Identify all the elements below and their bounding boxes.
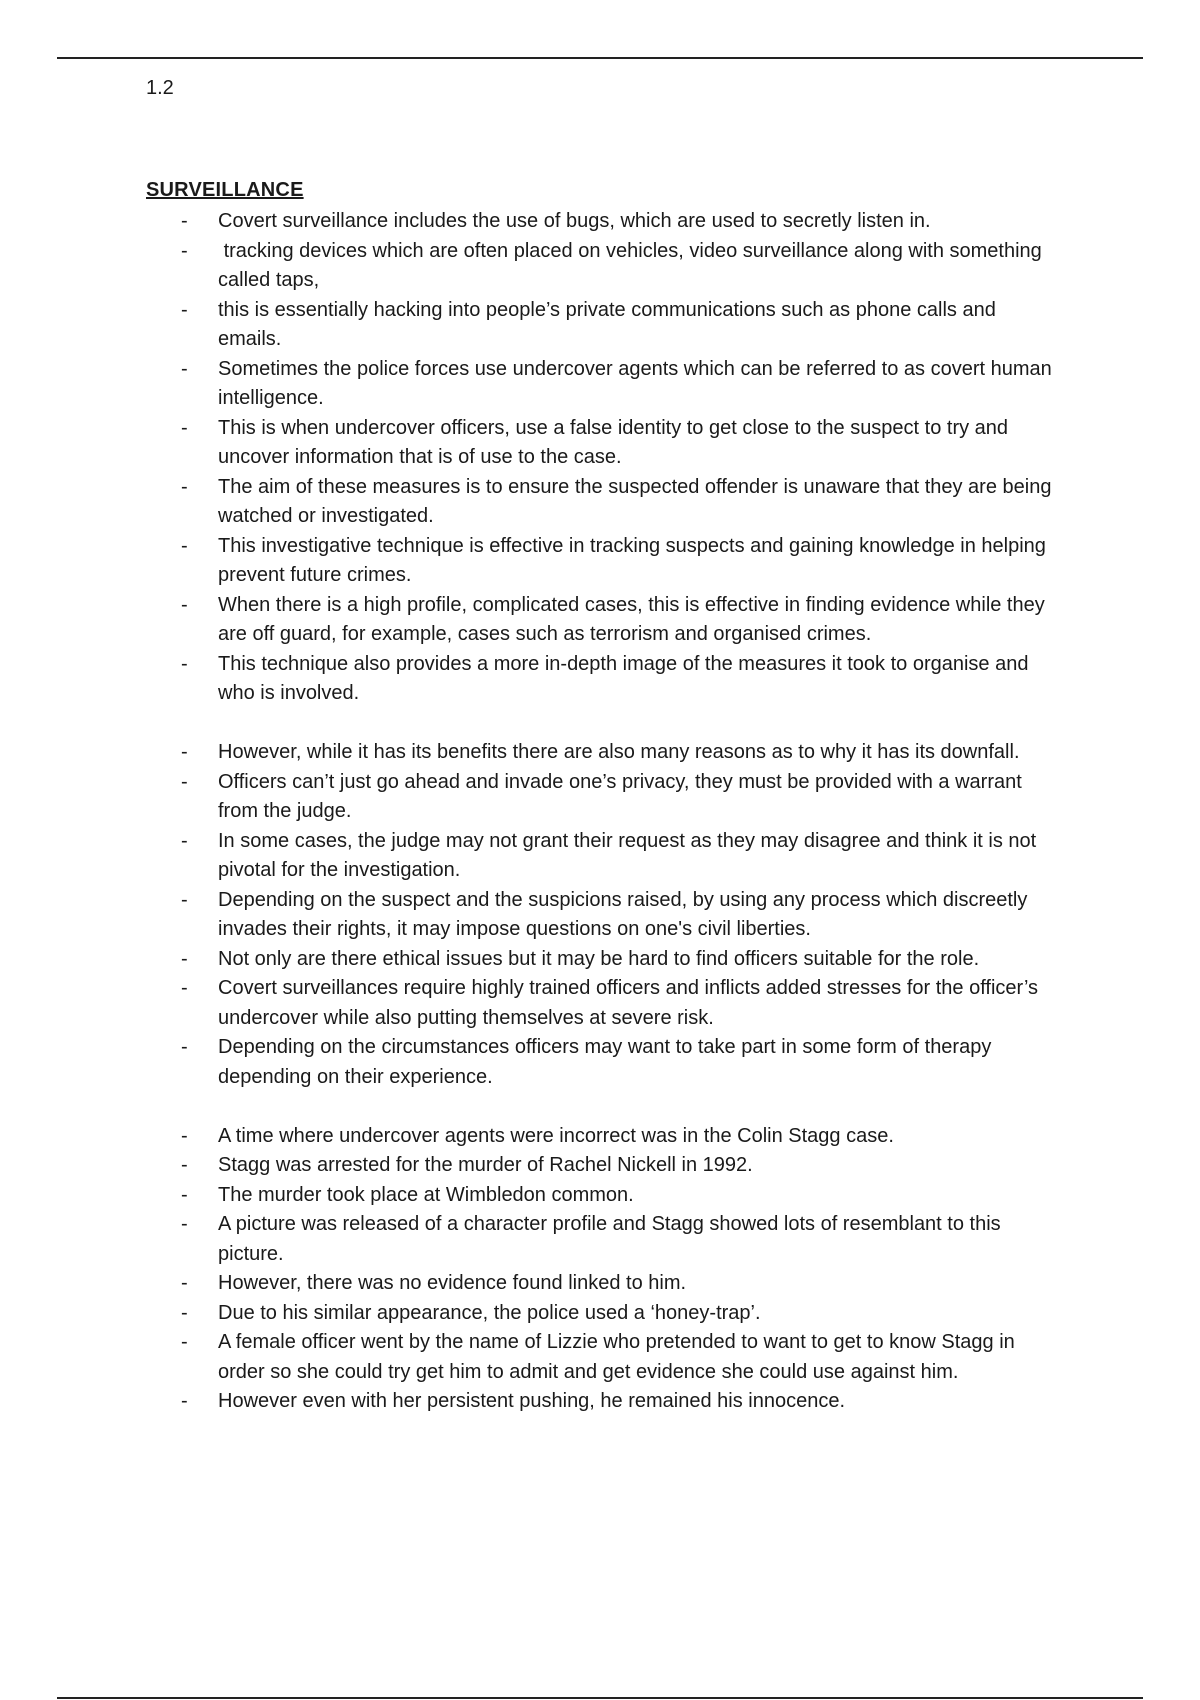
list-item — [0, 974, 1200, 1033]
bottom-rule — [57, 1697, 1143, 1699]
list-item — [0, 355, 1200, 414]
top-rule — [57, 57, 1143, 59]
section-heading: SURVEILLANCE — [146, 179, 304, 201]
bullet-dash: - — [181, 475, 188, 498]
bullet-list — [0, 207, 1200, 1417]
bullet-dash: - — [181, 1183, 188, 1206]
list-item-text: Covert surveillances require highly trained officers and inflicts added stresses for the officer’s undercover while also putting themselves at severe risk. — [218, 977, 1044, 1029]
list-item-text: Officers can’t just go ahead and invade one’s privacy, they must be provided with a warrant from the judge. — [218, 770, 1028, 822]
list-item-text: Stagg was arrested for the murder of Rachel Nickell in 1992. — [218, 1154, 753, 1176]
list-item — [0, 738, 1200, 768]
list-item-text: Not only are there ethical issues but it may be hard to find officers suitable for the role. — [218, 947, 980, 970]
bullet-dash: - — [181, 298, 188, 321]
list-item — [0, 532, 1200, 591]
list-item-text: A female officer went by the name of Lizzie who pretended to want to get to know Stagg in order so she could try get him to admit and get evidence she could use against him. — [218, 1331, 1021, 1383]
bullet-dash: - — [181, 534, 188, 557]
bullet-dash: - — [181, 829, 188, 852]
list-item — [0, 1299, 1200, 1329]
bullet-dash: - — [181, 1272, 188, 1294]
bullet-dash: - — [181, 741, 188, 763]
list-item-text: The aim of these measures is to ensure the suspected offender is unaware that they are being watched or investigated. — [218, 475, 1058, 527]
list-item-text: This investigative technique is effective in tracking suspects and gaining knowledge in helping prevent future crimes. — [218, 534, 1052, 586]
bullet-dash: - — [181, 1036, 188, 1058]
list-item — [0, 237, 1200, 296]
list-item-text: However even with her persistent pushing, he remained his innocence. — [218, 1390, 846, 1412]
bullet-dash: - — [181, 652, 188, 675]
bullet-dash: - — [181, 770, 188, 793]
list-item — [0, 945, 1200, 975]
list-item-text: In some cases, the judge may not grant their request as they may disagree and think it is not pivotal for the investigation. — [218, 829, 1042, 881]
bullet-dash: - — [181, 357, 188, 380]
list-item-text: However, while it has its benefits there are also many reasons as to why it has its downfall. — [218, 741, 1020, 763]
list-item — [0, 473, 1200, 532]
list-item — [0, 1122, 1200, 1152]
bullet-dash: - — [181, 1390, 188, 1412]
list-item — [0, 1328, 1200, 1387]
list-item — [0, 296, 1200, 355]
bullet-dash: - — [181, 1124, 188, 1147]
list-item — [0, 768, 1200, 827]
list-item-text: However, there was no evidence found linked to him. — [218, 1272, 687, 1294]
list-item-text: Sometimes the police forces use undercover agents which can be referred to as covert human intelligence. — [218, 357, 1058, 409]
list-item-text: Depending on the suspect and the suspicions raised, by using any process which discreetly invades their rights, it may impose questions on one's civil liberties. — [218, 888, 1033, 940]
list-item — [0, 1210, 1200, 1269]
list-item-text: The murder took place at Wimbledon common. — [218, 1183, 634, 1206]
bullet-dash: - — [181, 977, 188, 999]
bullet-dash: - — [181, 888, 188, 911]
list-item-text: When there is a high profile, complicated cases, this is effective in finding evidence while they are off guard, for example, cases such as terrorism and organised crimes. — [218, 593, 1051, 645]
list-item-text: tracking devices which are often placed on vehicles, video surveillance along with something called taps, — [218, 239, 1048, 291]
list-item — [0, 1387, 1200, 1417]
list-item — [0, 1151, 1200, 1181]
list-item-text: This technique also provides a more in-depth image of the measures it took to organise and who is involved. — [218, 652, 1035, 704]
bullet-dash: - — [181, 416, 188, 439]
list-item — [0, 414, 1200, 473]
bullet-dash: - — [181, 593, 188, 616]
bullet-dash: - — [181, 210, 188, 232]
bullet-dash: - — [181, 1213, 188, 1235]
list-item — [0, 1269, 1200, 1299]
bullet-dash: - — [181, 239, 188, 262]
list-item — [0, 1033, 1200, 1092]
list-item — [0, 650, 1200, 709]
list-item — [0, 1181, 1200, 1211]
list-item-text: Covert surveillance includes the use of bugs, which are used to secretly listen in. — [218, 210, 931, 232]
bullet-dash: - — [181, 1331, 188, 1353]
page-number: 1.2 — [146, 77, 174, 99]
bullet-dash: - — [181, 947, 188, 970]
bullet-dash: - — [181, 1301, 188, 1324]
list-item-text: this is essentially hacking into people’s private communications such as phone calls and emails. — [218, 298, 1002, 350]
list-item — [0, 207, 1200, 237]
list-item-text: Due to his similar appearance, the police used a ‘honey-trap’. — [218, 1301, 761, 1324]
bullet-dash: - — [181, 1154, 188, 1176]
list-item-text: A time where undercover agents were incorrect was in the Colin Stagg case. — [218, 1124, 894, 1147]
list-item — [0, 591, 1200, 650]
list-item-text: This is when undercover officers, use a false identity to get close to the suspect to try and uncover information that is of use to the case. — [218, 416, 1014, 468]
list-item — [0, 886, 1200, 945]
list-item — [0, 827, 1200, 886]
list-item-text: Depending on the circumstances officers may want to take part in some form of therapy depending on their experience. — [218, 1036, 997, 1088]
list-item-text: A picture was released of a character profile and Stagg showed lots of resemblant to this picture. — [218, 1213, 1007, 1265]
